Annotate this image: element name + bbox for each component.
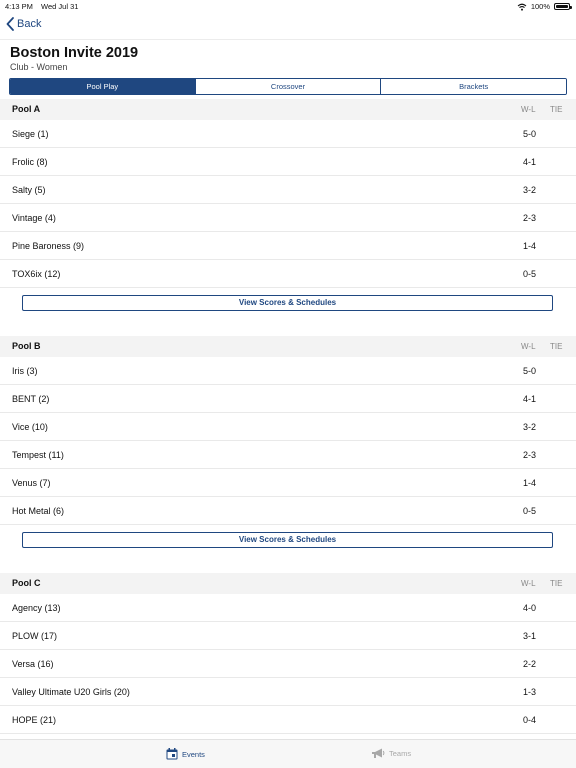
tie-column-header: TIE <box>550 105 563 114</box>
team-record: 1-4 <box>523 241 537 251</box>
team-name: TOX6ix (12) <box>12 269 61 279</box>
wl-column-header: W-L <box>521 105 536 114</box>
table-row[interactable] <box>0 441 576 469</box>
team-record: 5-0 <box>523 366 537 376</box>
table-row[interactable] <box>0 469 576 497</box>
tie-column-header: TIE <box>550 579 563 588</box>
team-name: Agency (13) <box>12 603 61 613</box>
megaphone-icon <box>371 748 385 759</box>
table-row[interactable] <box>0 622 576 650</box>
chevron-left-icon <box>6 17 14 31</box>
team-name: Iris (3) <box>12 366 38 376</box>
segment-brackets[interactable]: Brackets <box>381 79 566 94</box>
table-row[interactable] <box>0 678 576 706</box>
tab-teams[interactable] <box>371 748 411 759</box>
table-row[interactable] <box>0 385 576 413</box>
pool-name: Pool B <box>12 341 41 351</box>
team-record: 1-4 <box>523 478 537 488</box>
table-row[interactable] <box>0 413 576 441</box>
table-row[interactable] <box>0 176 576 204</box>
team-record: 2-3 <box>523 213 537 223</box>
table-row[interactable] <box>0 497 576 525</box>
navigation-bar <box>0 13 576 40</box>
pool-a-section <box>0 99 576 307</box>
table-row[interactable] <box>0 357 576 385</box>
pool-header <box>0 573 576 594</box>
team-name: Salty (5) <box>12 185 46 195</box>
team-record: 5-0 <box>523 129 537 139</box>
status-time: 4:13 PM <box>5 2 33 11</box>
pool-name: Pool C <box>12 578 41 588</box>
segment-pool-play[interactable]: Pool Play <box>10 79 196 94</box>
team-record: 0-4 <box>523 715 537 725</box>
team-name: Frolic (8) <box>12 157 48 167</box>
table-row[interactable] <box>0 232 576 260</box>
tab-events[interactable] <box>166 748 205 760</box>
team-name: Versa (16) <box>12 659 54 669</box>
status-date: Wed Jul 31 <box>41 2 79 11</box>
pool-header <box>0 336 576 357</box>
tie-column-header: TIE <box>550 342 563 351</box>
team-record: 3-2 <box>523 185 537 195</box>
team-record: 3-2 <box>523 422 537 432</box>
team-record: 2-3 <box>523 450 537 460</box>
wl-column-header: W-L <box>521 579 536 588</box>
page-subtitle: Club - Women <box>10 62 68 72</box>
pool-header <box>0 99 576 120</box>
wl-column-header: W-L <box>521 342 536 351</box>
pool-name: Pool A <box>12 104 41 114</box>
table-row[interactable] <box>0 650 576 678</box>
segmented-control <box>9 78 567 95</box>
team-name: Valley Ultimate U20 Girls (20) <box>12 687 130 697</box>
back-label: Back <box>17 18 42 30</box>
table-row[interactable] <box>0 260 576 288</box>
view-scores-button-pool-b[interactable]: View Scores & Schedules <box>22 532 553 548</box>
table-row[interactable] <box>0 706 576 734</box>
team-name: Venus (7) <box>12 478 51 488</box>
status-bar <box>0 0 576 13</box>
team-record: 4-0 <box>523 603 537 613</box>
team-name: PLOW (17) <box>12 631 58 641</box>
team-name: Vice (10) <box>12 422 48 432</box>
tab-events-label: Events <box>182 749 205 759</box>
team-record: 0-5 <box>523 269 537 279</box>
pool-b-section <box>0 336 576 544</box>
view-scores-button-pool-a[interactable]: View Scores & Schedules <box>22 295 553 311</box>
table-row[interactable] <box>0 594 576 622</box>
tab-teams-label: Teams <box>389 749 412 758</box>
page-title: Boston Invite 2019 <box>10 45 139 61</box>
back-button[interactable] <box>6 17 41 31</box>
table-row[interactable] <box>0 148 576 176</box>
segment-crossover[interactable]: Crossover <box>196 79 382 94</box>
table-row[interactable] <box>0 204 576 232</box>
tab-bar <box>0 739 576 768</box>
table-row[interactable] <box>0 120 576 148</box>
pool-c-section <box>0 573 576 734</box>
battery-icon <box>554 3 570 10</box>
team-name: Hot Metal (6) <box>12 506 65 516</box>
team-record: 1-3 <box>523 687 537 697</box>
team-name: HOPE (21) <box>12 715 57 725</box>
team-name: BENT (2) <box>12 394 50 404</box>
team-name: Vintage (4) <box>12 213 56 223</box>
calendar-icon <box>166 748 178 760</box>
team-record: 4-1 <box>523 394 537 404</box>
battery-percent: 100% <box>530 2 550 11</box>
team-name: Siege (1) <box>12 129 49 139</box>
team-record: 2-2 <box>523 659 537 669</box>
team-name: Tempest (11) <box>12 450 64 460</box>
wifi-icon <box>517 3 527 11</box>
event-header <box>10 45 138 72</box>
team-name: Pine Baroness (9) <box>12 241 85 251</box>
team-record: 0-5 <box>523 506 537 516</box>
team-record: 3-1 <box>523 631 537 641</box>
team-record: 4-1 <box>523 157 537 167</box>
